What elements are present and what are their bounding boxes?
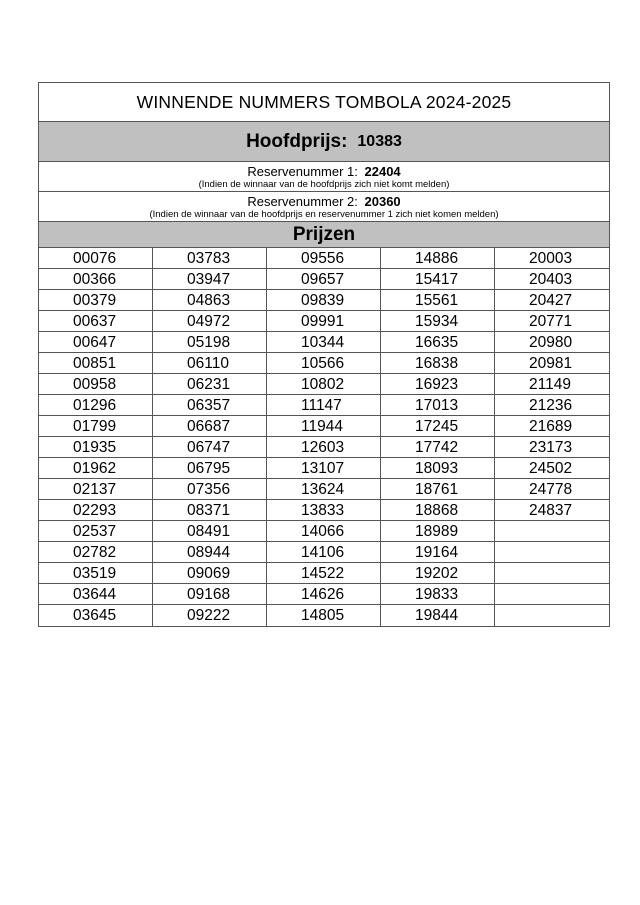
- prize-number-cell: 19844: [381, 605, 495, 626]
- prizes-header: Prijzen: [39, 222, 609, 248]
- prize-number-cell: 20403: [495, 269, 609, 290]
- prize-number-cell: 14106: [267, 542, 381, 563]
- prize-number-cell: 14522: [267, 563, 381, 584]
- prize-number-cell: 09991: [267, 311, 381, 332]
- prize-number-cell: 02293: [39, 500, 153, 521]
- prize-number-cell: 14066: [267, 521, 381, 542]
- reserve-1-note: (Indien de winnaar van de hoofdprijs zich niet komt melden): [198, 179, 450, 190]
- prize-number-cell: [495, 542, 609, 563]
- prize-number-cell: 11944: [267, 416, 381, 437]
- prize-number-cell: 17742: [381, 437, 495, 458]
- prize-number-cell: 13833: [267, 500, 381, 521]
- prize-number-cell: 20771: [495, 311, 609, 332]
- prize-number-cell: 00958: [39, 374, 153, 395]
- prize-number-cell: 00076: [39, 248, 153, 269]
- prize-number-cell: 18761: [381, 479, 495, 500]
- prize-number-cell: 21149: [495, 374, 609, 395]
- prize-number-cell: 06795: [153, 458, 267, 479]
- document-title: WINNENDE NUMMERS TOMBOLA 2024-2025: [39, 83, 609, 122]
- prize-number-grid: [39, 248, 609, 626]
- prize-number-cell: 08944: [153, 542, 267, 563]
- prize-number-cell: 20981: [495, 353, 609, 374]
- prize-number-cell: 06110: [153, 353, 267, 374]
- prize-number-cell: [495, 605, 609, 626]
- prize-number-cell: 06747: [153, 437, 267, 458]
- prize-number-cell: 03519: [39, 563, 153, 584]
- prize-number-cell: 00379: [39, 290, 153, 311]
- prize-number-cell: 09839: [267, 290, 381, 311]
- prize-number-cell: 18093: [381, 458, 495, 479]
- prize-number-cell: 18989: [381, 521, 495, 542]
- prize-number-cell: 17245: [381, 416, 495, 437]
- prize-number-cell: 06231: [153, 374, 267, 395]
- prize-number-cell: 19164: [381, 542, 495, 563]
- prize-number-cell: 13624: [267, 479, 381, 500]
- prize-number-cell: 00851: [39, 353, 153, 374]
- prize-number-cell: 12603: [267, 437, 381, 458]
- prize-number-cell: 24778: [495, 479, 609, 500]
- prize-number-cell: 19202: [381, 563, 495, 584]
- prize-number-cell: 20003: [495, 248, 609, 269]
- prize-number-cell: [495, 521, 609, 542]
- prize-number-cell: 23173: [495, 437, 609, 458]
- prize-number-cell: 01799: [39, 416, 153, 437]
- prize-number-cell: 02137: [39, 479, 153, 500]
- prize-number-cell: 01935: [39, 437, 153, 458]
- prize-number-cell: 13107: [267, 458, 381, 479]
- prize-number-cell: 16923: [381, 374, 495, 395]
- prize-number-cell: 16838: [381, 353, 495, 374]
- prize-number-cell: 00366: [39, 269, 153, 290]
- prize-number-cell: 04972: [153, 311, 267, 332]
- prize-number-cell: 08491: [153, 521, 267, 542]
- prize-number-cell: 16635: [381, 332, 495, 353]
- prize-number-cell: 03783: [153, 248, 267, 269]
- tombola-document: [38, 82, 610, 627]
- reserve-2-number: 20360: [364, 194, 401, 209]
- prize-number-cell: 02537: [39, 521, 153, 542]
- prize-number-cell: 15934: [381, 311, 495, 332]
- prize-number-cell: 00637: [39, 311, 153, 332]
- prize-number-cell: 02782: [39, 542, 153, 563]
- reserve-2-note: (Indien de winnaar van de hoofdprijs en reservenummer 1 zich niet komen melden): [149, 209, 499, 220]
- main-prize-label: Hoofdprijs:: [246, 130, 348, 152]
- prize-number-cell: 09168: [153, 584, 267, 605]
- prize-number-cell: 18868: [381, 500, 495, 521]
- reserve-1-number: 22404: [364, 164, 401, 179]
- prize-number-cell: 03645: [39, 605, 153, 626]
- prize-number-cell: 14805: [267, 605, 381, 626]
- main-prize-number: 10383: [357, 132, 402, 150]
- prize-number-cell: 00647: [39, 332, 153, 353]
- prize-number-cell: 15417: [381, 269, 495, 290]
- prize-number-cell: 01296: [39, 395, 153, 416]
- prize-number-cell: 09222: [153, 605, 267, 626]
- prize-number-cell: 11147: [267, 395, 381, 416]
- prize-number-cell: 10802: [267, 374, 381, 395]
- prize-number-cell: [495, 584, 609, 605]
- prize-number-cell: [495, 563, 609, 584]
- prize-number-cell: 06687: [153, 416, 267, 437]
- prize-number-cell: 17013: [381, 395, 495, 416]
- reserve-row-1: [39, 162, 609, 192]
- prize-number-cell: 24502: [495, 458, 609, 479]
- prize-number-cell: 14886: [381, 248, 495, 269]
- reserve-row-2: [39, 192, 609, 222]
- prize-number-cell: 01962: [39, 458, 153, 479]
- prize-number-cell: 07356: [153, 479, 267, 500]
- prize-number-cell: 15561: [381, 290, 495, 311]
- prize-number-cell: 05198: [153, 332, 267, 353]
- prize-number-cell: 08371: [153, 500, 267, 521]
- prize-number-cell: 21236: [495, 395, 609, 416]
- prize-number-cell: 10566: [267, 353, 381, 374]
- prize-number-cell: 20980: [495, 332, 609, 353]
- prize-number-cell: 19833: [381, 584, 495, 605]
- prize-number-cell: 09657: [267, 269, 381, 290]
- prize-number-cell: 24837: [495, 500, 609, 521]
- prize-number-cell: 09556: [267, 248, 381, 269]
- prize-number-cell: 10344: [267, 332, 381, 353]
- prize-number-cell: 14626: [267, 584, 381, 605]
- prize-number-cell: 20427: [495, 290, 609, 311]
- reserve-2-label: Reservenummer 2:: [247, 194, 358, 209]
- prize-number-cell: 21689: [495, 416, 609, 437]
- reserve-1-label: Reservenummer 1:: [247, 164, 358, 179]
- prize-number-cell: 03947: [153, 269, 267, 290]
- prize-number-cell: 03644: [39, 584, 153, 605]
- prize-number-cell: 06357: [153, 395, 267, 416]
- main-prize-row: [39, 122, 609, 162]
- prize-number-cell: 04863: [153, 290, 267, 311]
- prize-number-cell: 09069: [153, 563, 267, 584]
